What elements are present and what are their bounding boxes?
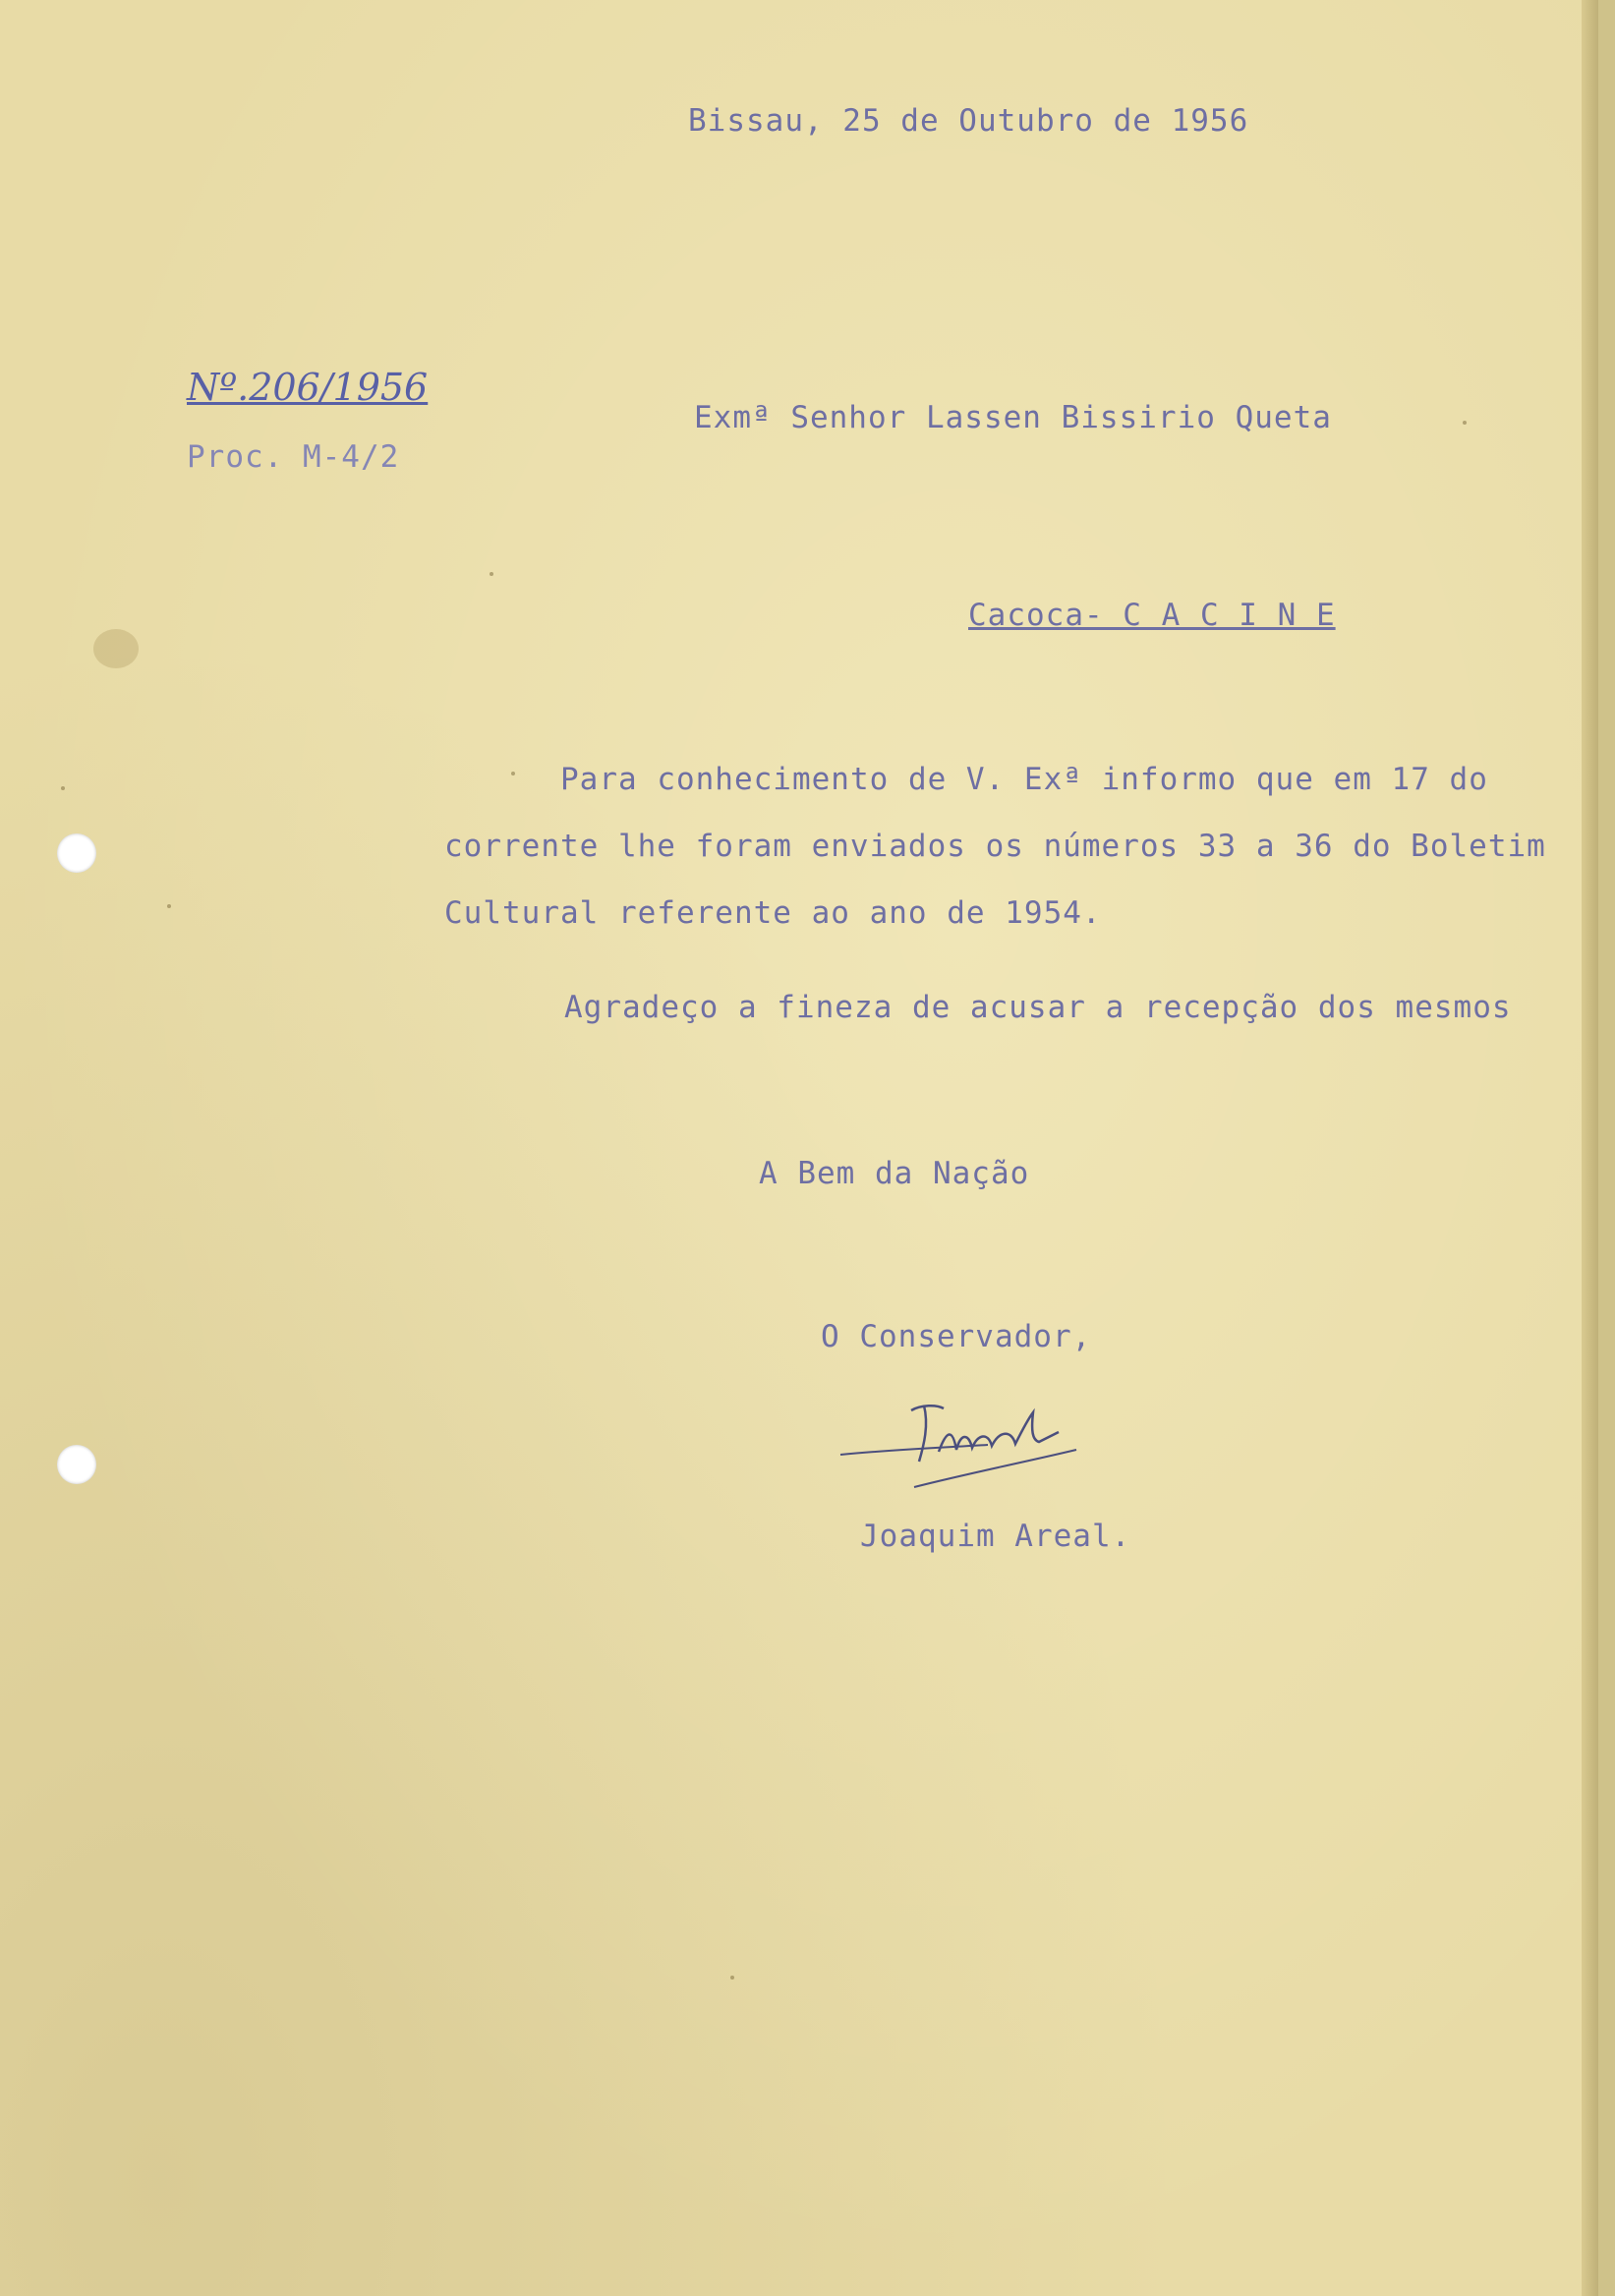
signatory-name: Joaquim Areal. — [860, 1519, 1131, 1554]
handwritten-signature — [831, 1391, 1116, 1499]
paper-fleck — [511, 772, 515, 775]
body-line-3: Cultural referente ao ano de 1954. — [444, 895, 1102, 931]
paper-stain — [93, 629, 139, 668]
body-line-4: Agradeço a fineza de acusar a recepção dos mesmos — [564, 990, 1512, 1025]
closing-formula: A Bem da Nação — [759, 1156, 1030, 1191]
paper-fleck — [730, 1976, 734, 1980]
signatory-title: O Conservador, — [821, 1319, 1092, 1354]
punch-hole-bottom — [57, 1445, 96, 1484]
paper-fleck — [61, 786, 65, 790]
paper-edge — [1582, 0, 1598, 2296]
date-line: Bissau, 25 de Outubro de 1956 — [688, 103, 1249, 139]
punch-hole-top — [57, 833, 96, 873]
paper-fleck — [167, 904, 171, 908]
addressee-place: Cacoca- C A C I N E — [968, 598, 1336, 633]
body-line-2: corrente lhe foram enviados os números 33 a 36 do Boletim — [444, 829, 1546, 864]
paper-fleck — [1463, 421, 1467, 425]
process-number: Proc. M-4/2 — [187, 439, 400, 475]
addressee: Exmª Senhor Lassen Bissirio Queta — [694, 400, 1332, 435]
reference-number: Nº.206/1956 — [187, 366, 429, 409]
body-line-1: Para conhecimento de V. Exª informo que em 17 do — [560, 762, 1488, 797]
paper-fleck — [490, 572, 493, 576]
